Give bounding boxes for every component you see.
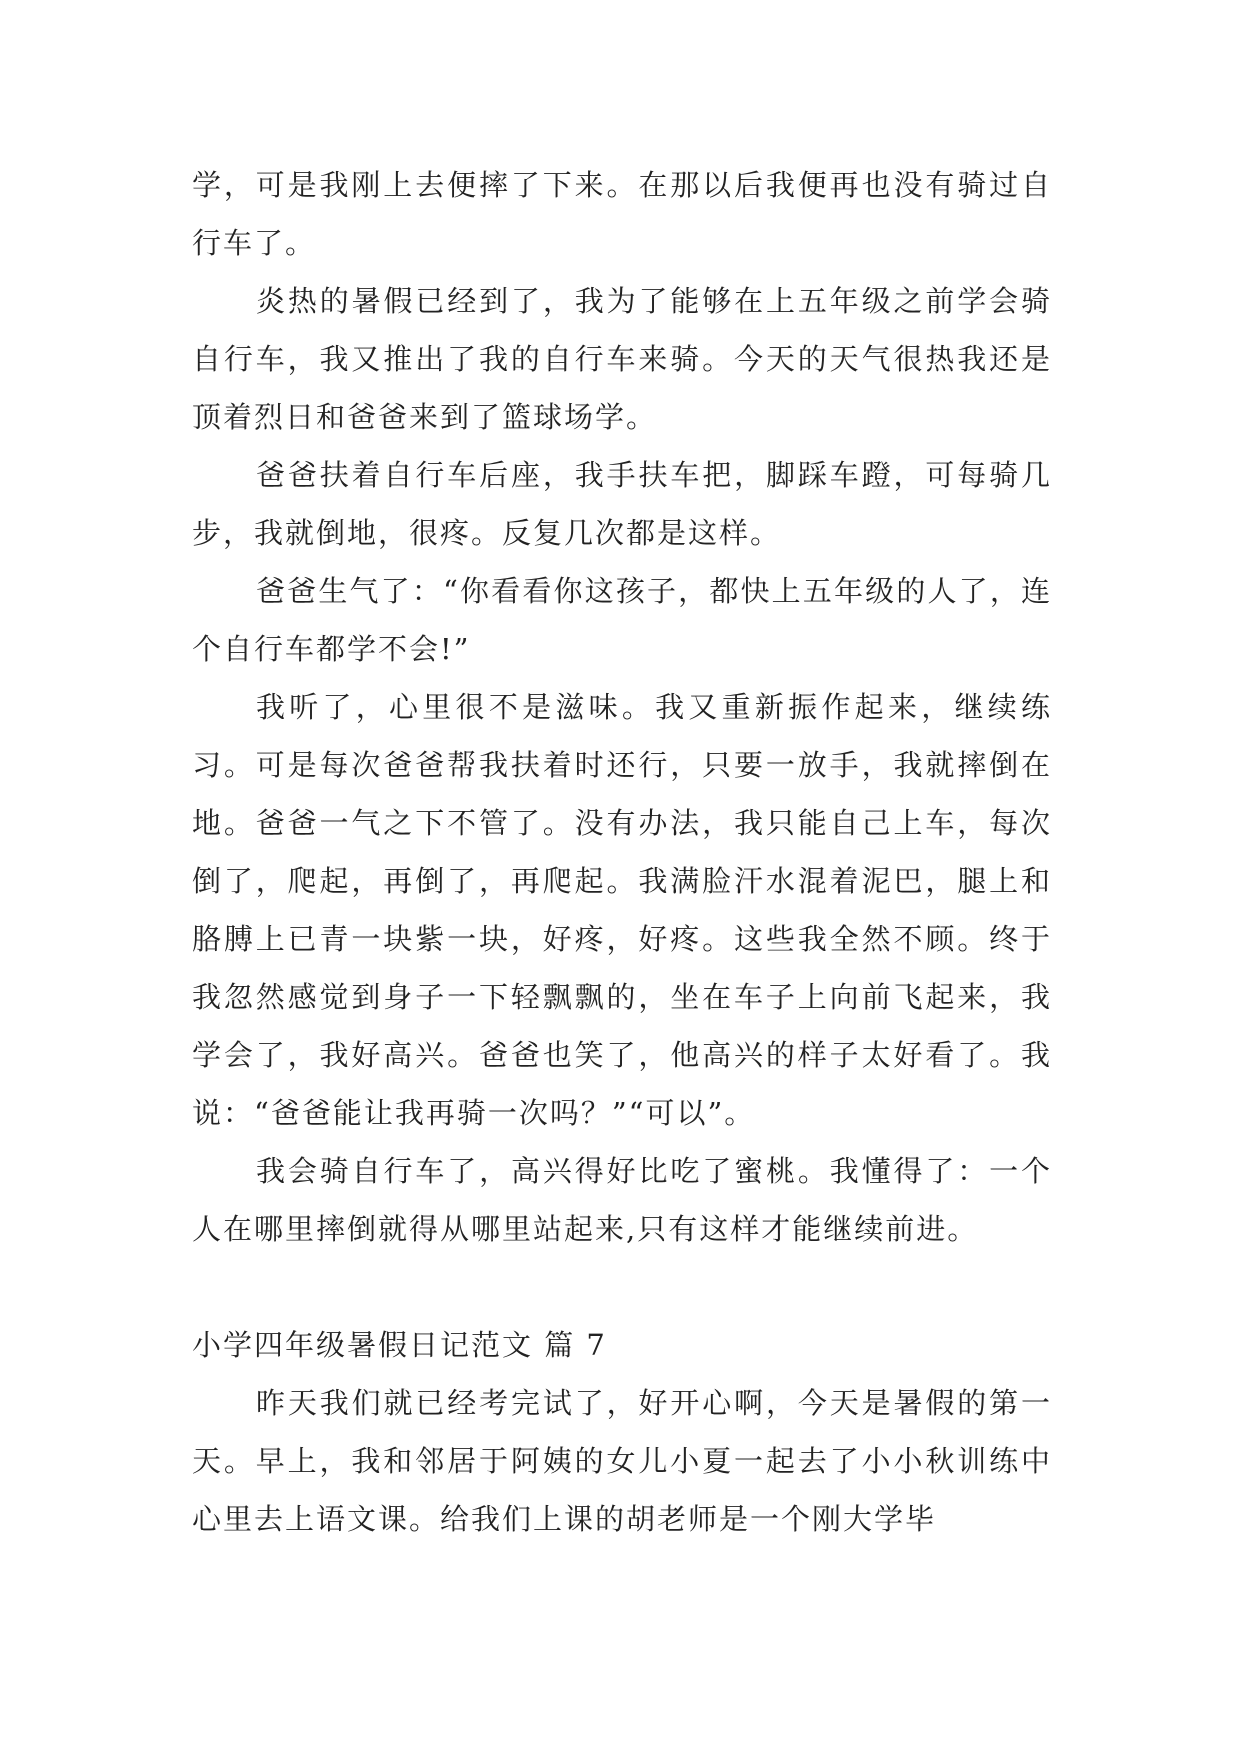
paragraph-6: 我会骑自行车了，高兴得好比吃了蜜桃。我懂得了：一个人在哪里摔倒就得从哪里站起来,只有这样才能继续前进。 xyxy=(192,1154,1052,1246)
paragraph-1: 学，可是我刚上去便摔了下来。在那以后我便再也没有骑过自行车了。 xyxy=(192,168,1052,260)
paragraph-5: 我听了，心里很不是滋味。我又重新振作起来，继续练习。可是每次爸爸帮我扶着时还行，只要一放手，我就摔倒在地。爸爸一气之下不管了。没有办法，我只能自己上车，每次倒了，爬起，再倒了，再爬起。我满脸汗水混着泥巴，腿上和胳膊上已青一块紫一块，好疼，好疼。这些我全然不顾。终于我忽然感觉到身子一下轻飘飘的，坐在车子上向前飞起来，我学会了，我好高兴。爸爸也笑了，他高兴的样子太好看了。我说：“爸爸能让我再骑一次吗？”“可以”。 xyxy=(192,690,1052,1130)
section-title: 小学四年级暑假日记范文 篇 7 xyxy=(192,1328,607,1362)
document-body xyxy=(192,156,1052,1548)
paragraph-2: 炎热的暑假已经到了，我为了能够在上五年级之前学会骑自行车，我又推出了我的自行车来骑。今天的天气很热我还是顶着烈日和爸爸来到了篮球场学。 xyxy=(192,284,1052,434)
paragraph-4: 爸爸生气了：“你看看你这孩子，都快上五年级的人了，连个自行车都学不会!” xyxy=(192,574,1052,666)
paragraph-3: 爸爸扶着自行车后座，我手扶车把，脚踩车蹬，可每骑几步，我就倒地，很疼。反复几次都是这样。 xyxy=(192,458,1052,550)
section-gap xyxy=(192,1258,1052,1316)
paragraph-7: 昨天我们就已经考完试了，好开心啊，今天是暑假的第一天。早上，我和邻居于阿姨的女儿小夏一起去了小小秋训练中心里去上语文课。给我们上课的胡老师是一个刚大学毕 xyxy=(192,1386,1052,1536)
